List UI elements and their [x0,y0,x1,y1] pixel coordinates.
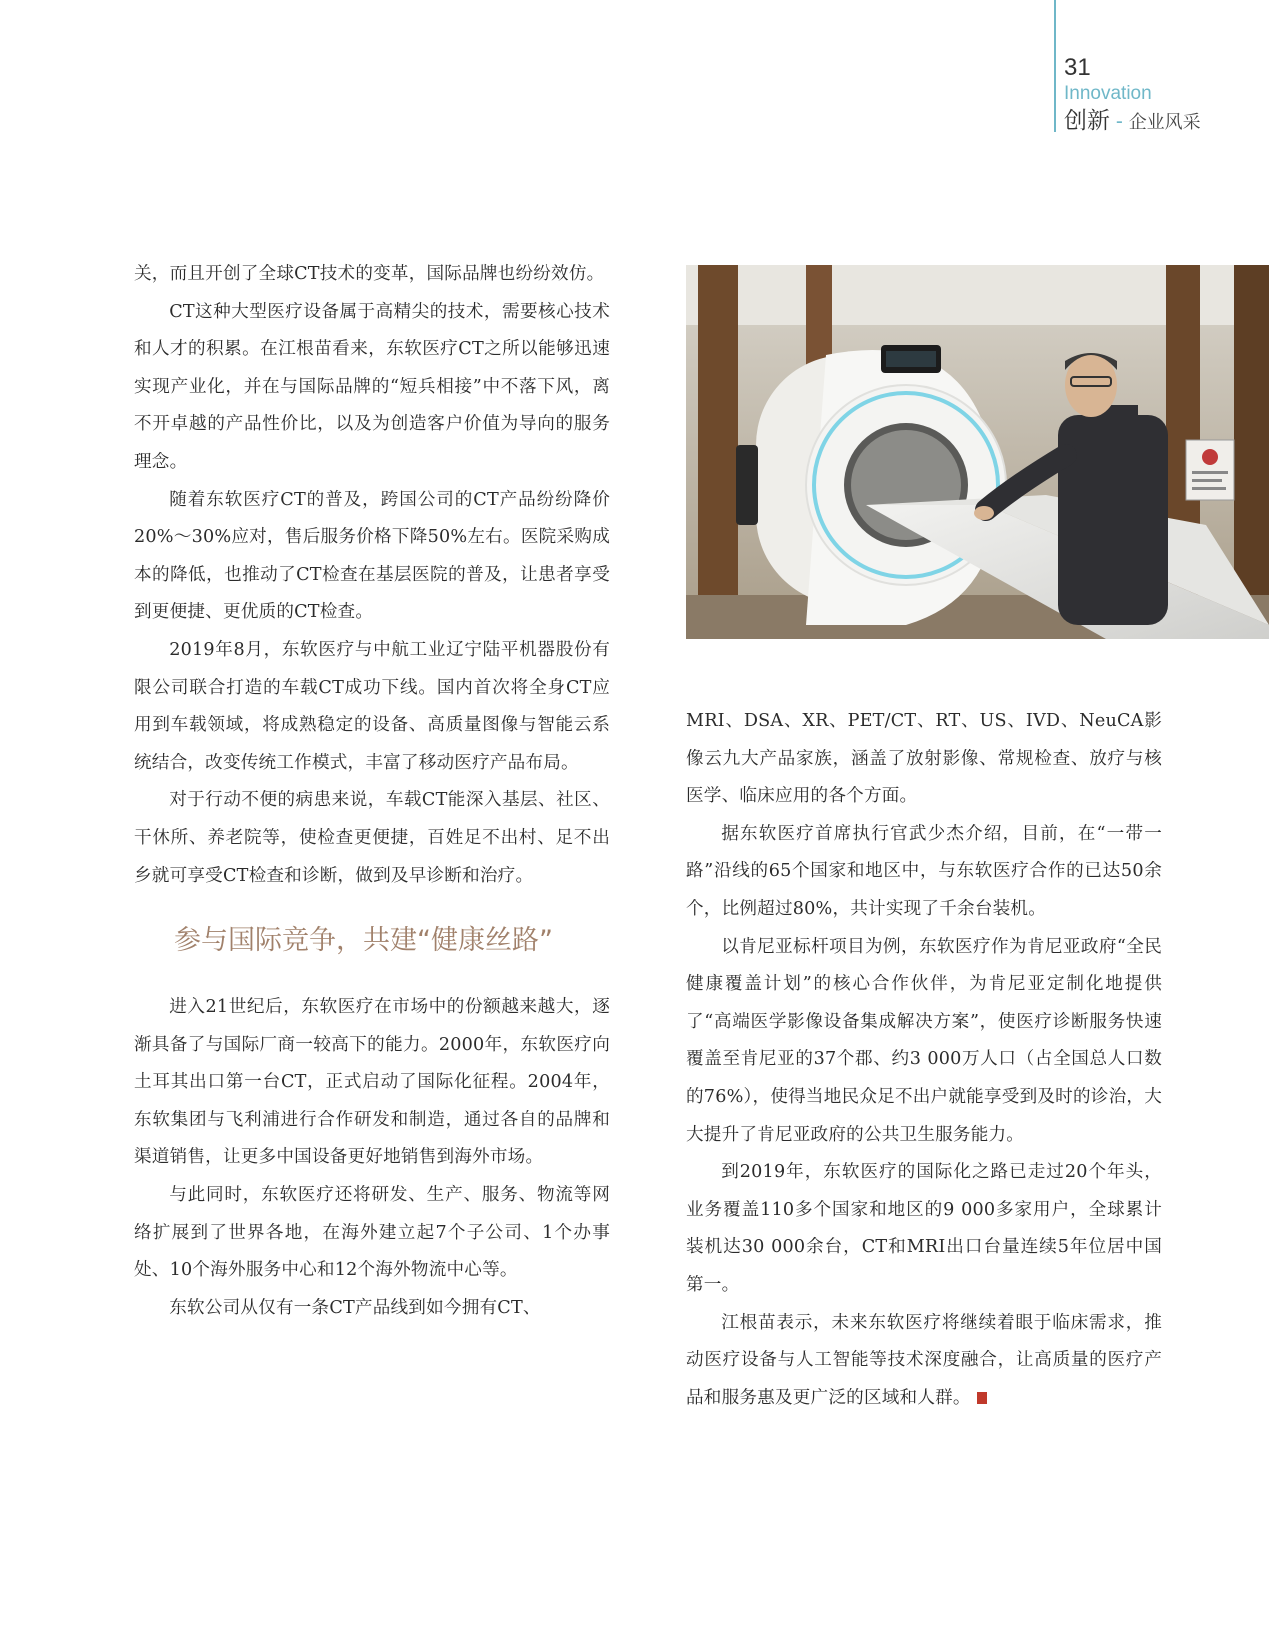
left-column [134,256,610,1327]
ct-scanner-photo [686,265,1269,639]
paragraph: 2019年8月，东软医疗与中航工业辽宁陆平机器股份有限公司联合打造的车载CT成功下线。国内首次将全身CT应用到车载领域，将成熟稳定的设备、高质量图像与智能云系统结合，改变传统工作模式，丰富了移动医疗产品布局。 [134,639,610,773]
header-divider-line [1054,0,1056,132]
section-title-en: Innovation [1064,83,1152,104]
article-photo [686,265,1269,639]
paragraph: 进入21世纪后，东软医疗在市场中的份额越来越大，逐渐具备了与国际厂商一较高下的能力。2000年，东软医疗向土耳其出口第一台CT，正式启动了国际化征程。2004年，东软集团与飞利浦进行合作研发和制造，通过各自的品牌和渠道销售，让更多中国设备更好地销售到海外市场。 [134,997,610,1168]
page-header [1064,54,1201,134]
paragraph: 以肯尼亚标杆项目为例，东软医疗作为肯尼亚政府“全民健康覆盖计划”的核心合作伙伴，为肯尼亚定制化地提供了“高端医学影像设备集成解决方案”，使医疗诊断服务快速覆盖至肯尼亚的37个郡、约3 000万人口（占全国总人口数的76%），使得当地民众足不出户就能享受到及时的诊治，大大提升了肯尼亚政府的公共卫生服务能力。 [686,936,1162,1145]
paragraph: 对于行动不便的病患来说，车载CT能深入基层、社区、干休所、养老院等，使检查更便捷，百姓足不出村、足不出乡就可享受CT检查和诊断，做到及早诊断和治疗。 [134,790,610,886]
section-subtitle: 企业风采 [1128,112,1201,132]
paragraph: 据东软医疗首席执行官武少杰介绍，目前，在“一带一路”沿线的65个国家和地区中，与东软医疗合作的已达50余个，比例超过80%，共计实现了千余台装机。 [686,823,1162,919]
paragraph-text: 江根苗表示，未来东软医疗将继续着眼于临床需求，推动医疗设备与人工智能等技术深度融合，让高质量的医疗产品和服务惠及更广泛的区域和人群。 [686,1312,1162,1408]
section-separator: - [1115,110,1123,133]
section-title-line [1064,108,1201,134]
end-mark-icon [977,1392,987,1404]
paragraph: 到2019年，东软医疗的国际化之路已走过20个年头，业务覆盖110多个国家和地区的9 000多家用户，全球累计装机达30 000余台，CT和MRI出口台量连续5年位居中国第一。 [686,1162,1162,1295]
last-paragraph [686,1305,1162,1418]
paragraph: 关，而且开创了全球CT技术的变革，国际品牌也纷纷效仿。 [134,264,605,284]
paragraph: 与此同时，东软医疗还将研发、生产、服务、物流等网络扩展到了世界各地，在海外建立起7个子公司、1个办事处、10个海外服务中心和12个海外物流中心等。 [134,1185,610,1281]
paragraph: CT这种大型医疗设备属于高精尖的技术，需要核心技术和人才的积累。在江根苗看来，东软医疗CT之所以能够迅速实现产业化，并在与国际品牌的“短兵相接”中不落下风，离不开卓越的产品性价比，以及为创造客户价值为导向的服务理念。 [134,301,610,472]
paragraph: MRI、DSA、XR、PET/CT、RT、US、IVD、NeuCA影像云九大产品家族，涵盖了放射影像、常规检查、放疗与核医学、临床应用的各个方面。 [686,711,1162,807]
paragraph: 随着东软医疗CT的普及，跨国公司的CT产品纷纷降价20%～30%应对，售后服务价格下降50%左右。医院采购成本的降低，也推动了CT检查在基层医院的普及，让患者享受到更便捷、更优质的CT检查。 [134,489,610,623]
paragraph: 东软公司从仅有一条CT产品线到如今拥有CT、 [169,1297,541,1318]
page-number: 31 [1064,54,1091,81]
right-column [686,703,1162,1417]
section-title-zh: 创新 [1064,107,1110,133]
section-heading: 参与国际竞争，共建“健康丝路” [174,925,553,957]
